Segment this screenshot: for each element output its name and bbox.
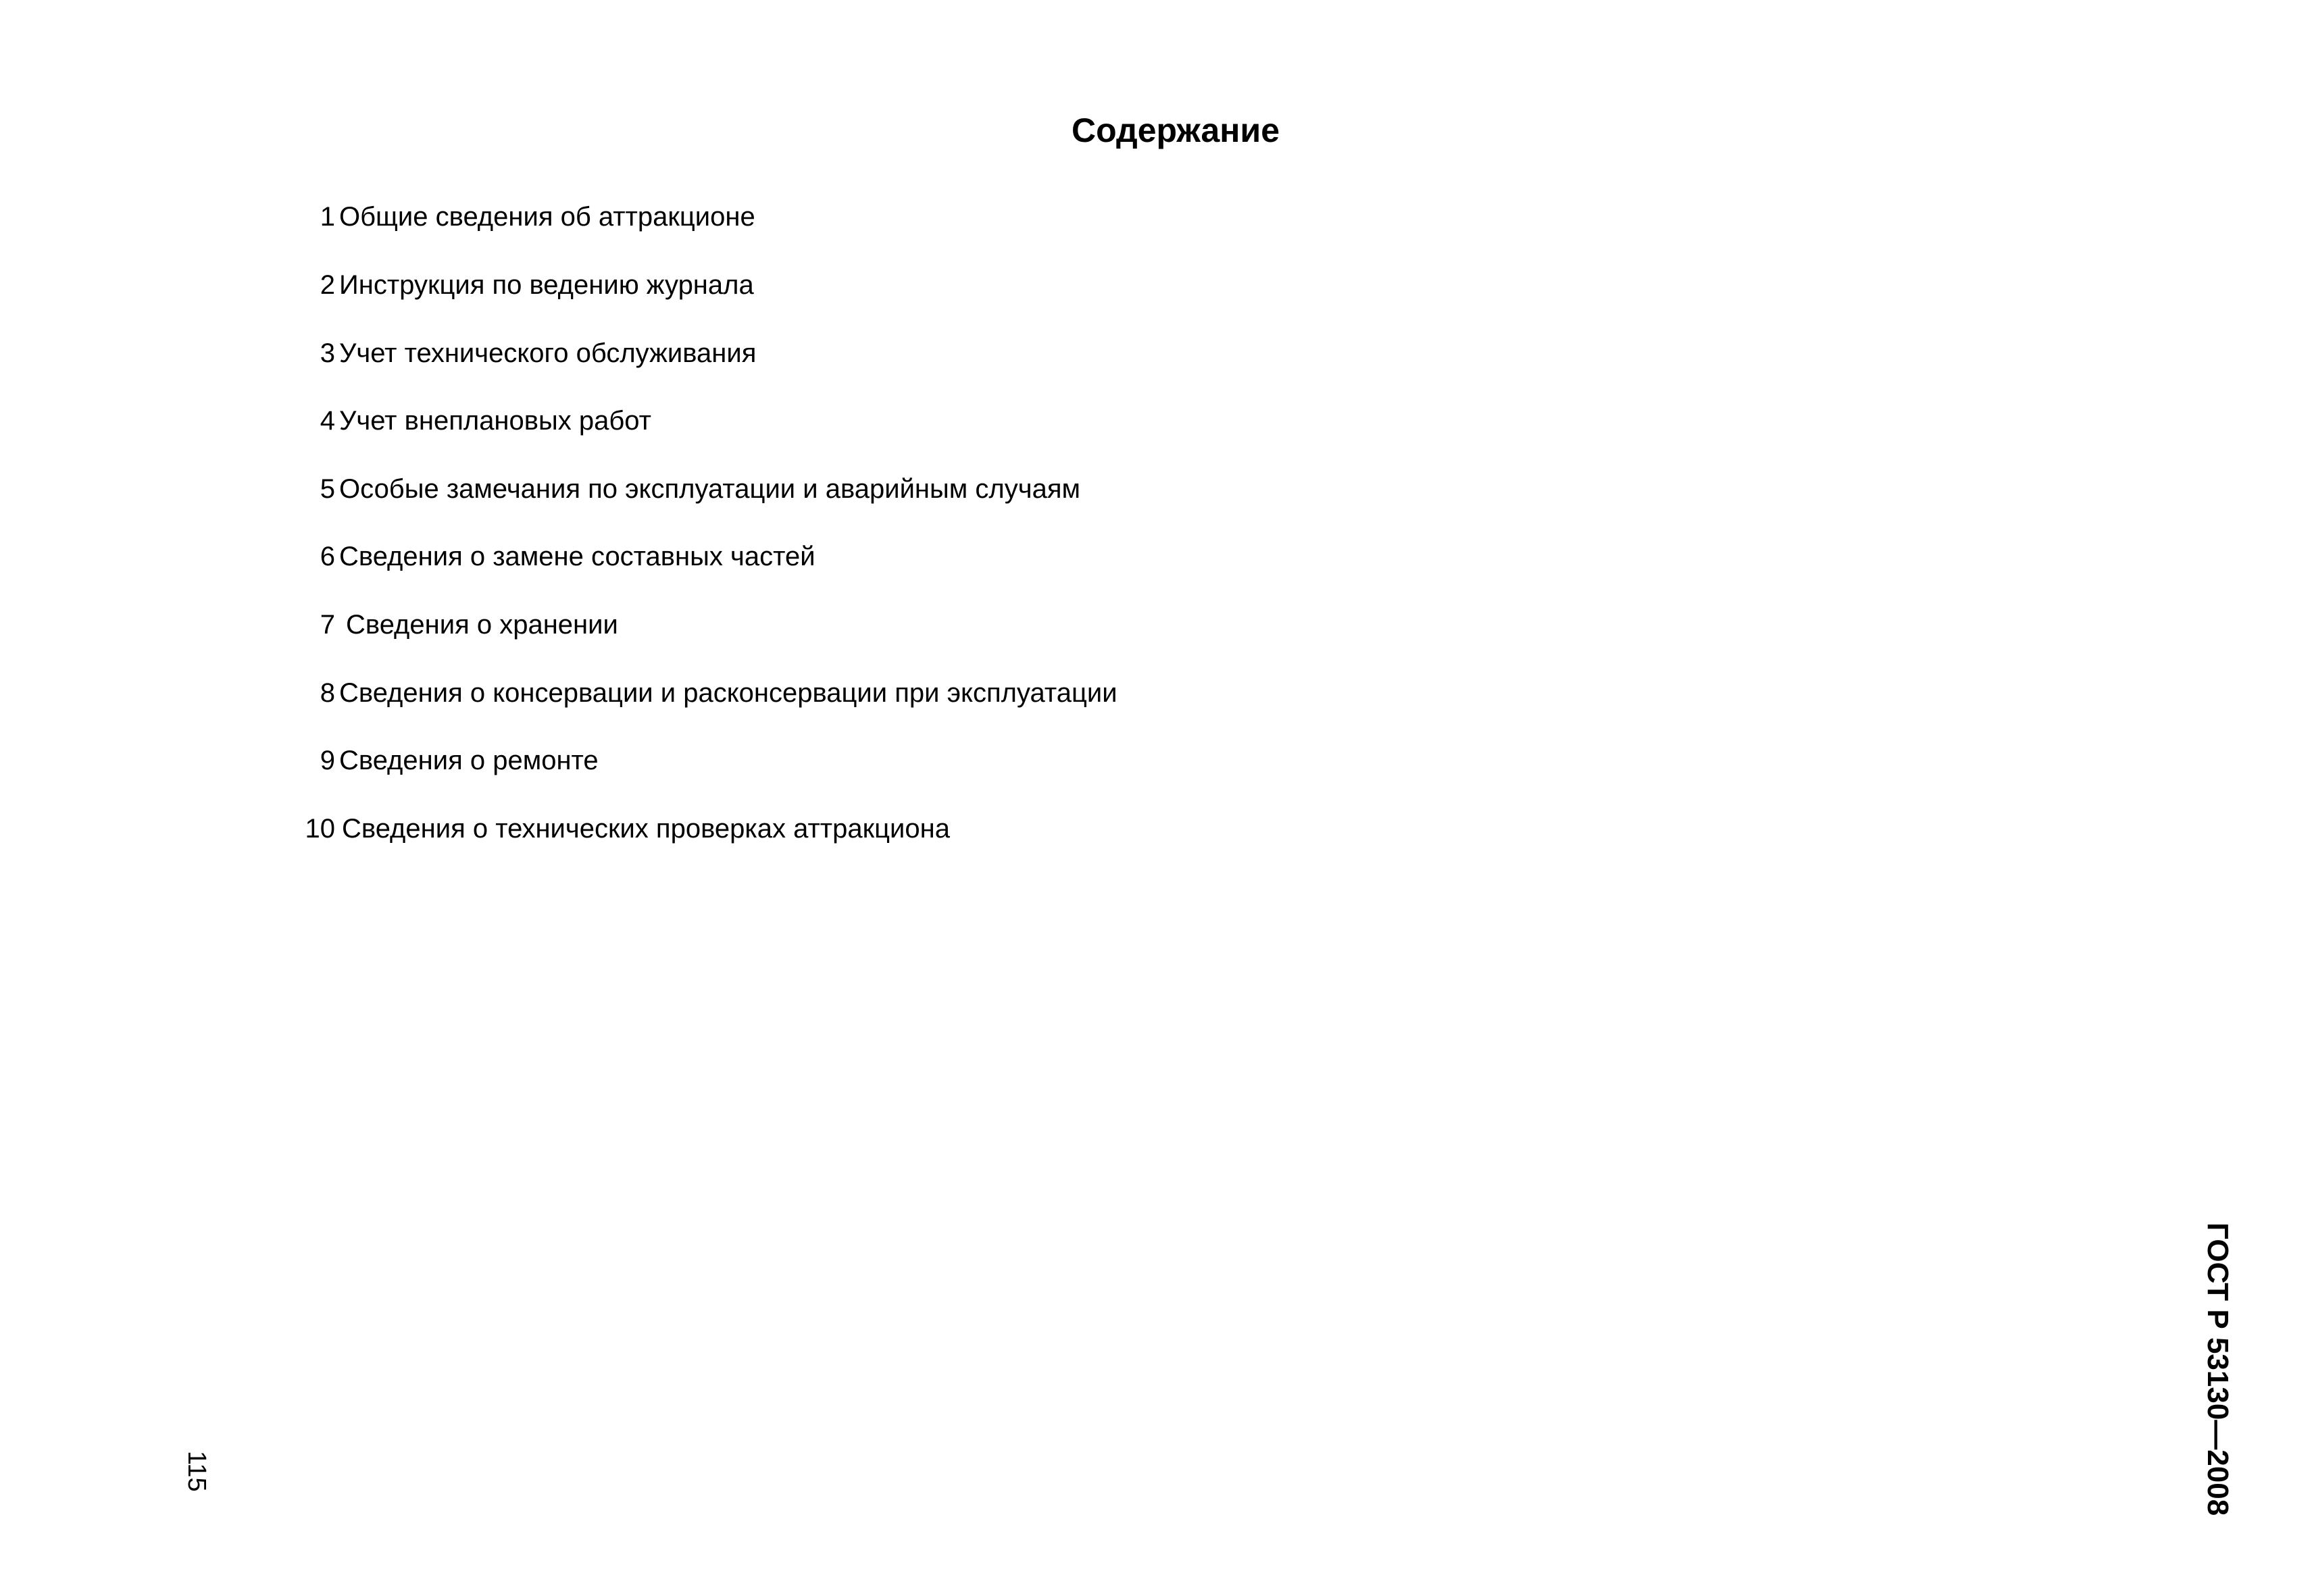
toc-item-number: 5 xyxy=(320,474,335,504)
toc-item-title: Сведения о ремонте xyxy=(339,746,599,775)
page-title: Содержание xyxy=(1071,111,1280,149)
toc-item-title: Инструкция по ведению журнала xyxy=(339,270,754,300)
toc-item-title: Сведения о хранении xyxy=(346,610,618,640)
toc-item-title: Учет технического обслуживания xyxy=(339,338,757,368)
toc-item-title: Учет внеплановых работ xyxy=(339,406,651,436)
toc-item-title: Сведения о замене составных частей xyxy=(339,542,815,571)
toc-item-number: 7 xyxy=(320,610,335,640)
toc-item-number: 9 xyxy=(320,746,335,775)
toc-item-number: 3 xyxy=(320,338,335,368)
toc-item-title: Сведения о технических проверках аттракциона xyxy=(342,814,950,844)
toc-item-number: 6 xyxy=(320,542,335,571)
toc-item-title: Общие сведения об аттракционе xyxy=(339,202,755,232)
toc-item-number: 2 xyxy=(320,270,335,300)
toc-item-number: 1 xyxy=(320,202,335,232)
standard-code: ГОСТ Р 53130—2008 xyxy=(2201,1222,2234,1516)
toc-item-title: Особые замечания по эксплуатации и аварийным случаям xyxy=(339,474,1080,504)
page-number: 115 xyxy=(182,1451,211,1492)
toc-item-title: Сведения о консервации и расконсервации при эксплуатации xyxy=(339,678,1117,708)
toc-item-number: 10 xyxy=(305,814,335,844)
toc-item-number: 4 xyxy=(320,406,335,436)
toc-item-number: 8 xyxy=(320,678,335,708)
